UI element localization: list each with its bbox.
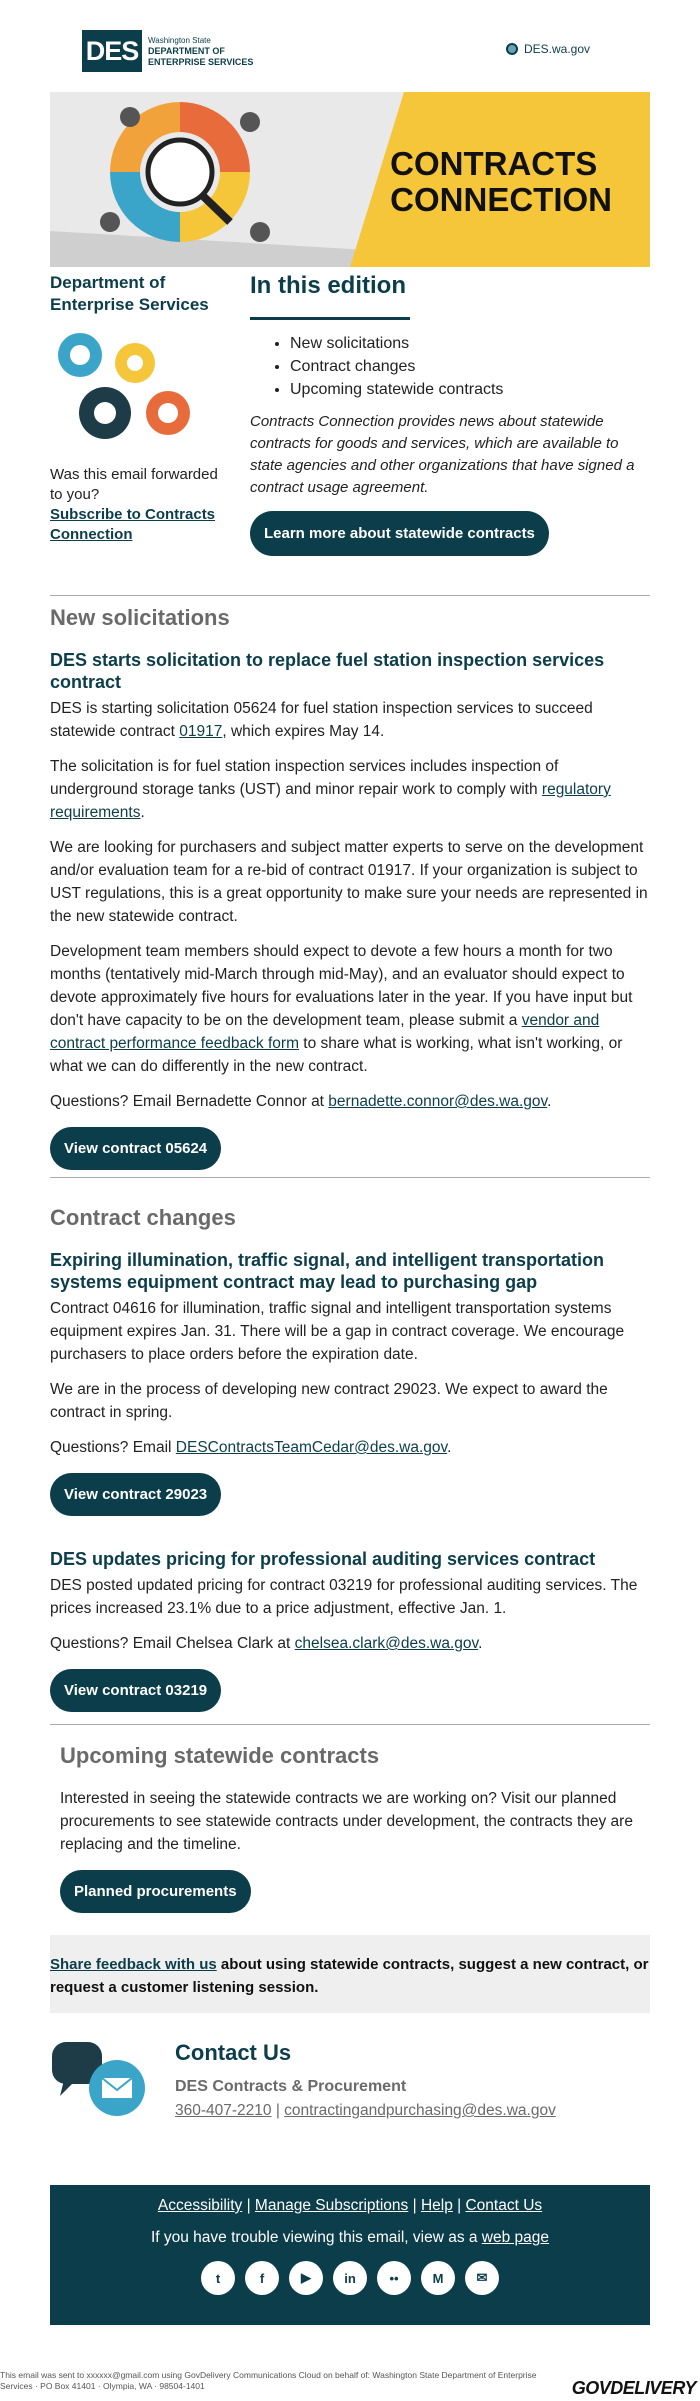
edition-heading: In this edition xyxy=(250,272,406,299)
web-page-link[interactable]: web page xyxy=(481,2229,550,2246)
article-paragraph: DES posted updated pricing for contract 03219 for professional auditing services. The prices increased 23.1% due to a price adjustment, effective Jan. 1. xyxy=(50,1577,638,1617)
edition-intro: Contracts Connection provides news about statewide contracts for goods and services, which are available to state agencies and other organizations that have signed a contract usage agreement. xyxy=(250,413,635,496)
article-paragraph: We are in the process of developing new contract 29023. We expect to award the contract in spring. xyxy=(50,1381,608,1421)
forward-text: Was this email forwarded to you? xyxy=(50,466,218,503)
new-solicitations-section xyxy=(50,605,650,1170)
contact-org: DES Contracts & Procurement xyxy=(175,2078,407,2095)
logo-dept-line2: ENTERPRISE SERVICES xyxy=(148,57,254,67)
list-item: • Contract changes xyxy=(290,355,650,378)
person-icon xyxy=(120,107,140,127)
text: . xyxy=(478,1635,483,1652)
email-link[interactable]: DESContractsTeamCedar@des.wa.gov xyxy=(175,1439,448,1456)
article-title: DES updates pricing for professional auditing services contract xyxy=(50,1549,596,1569)
text: Questions? Email Chelsea Clark at xyxy=(50,1635,295,1652)
accessibility-link[interactable]: Accessibility xyxy=(157,2197,243,2214)
divider xyxy=(50,595,650,596)
text: . xyxy=(140,804,145,821)
youtube-icon[interactable]: ▶ xyxy=(289,2261,323,2295)
text: If you have trouble viewing this email, view as a xyxy=(150,2229,482,2246)
email-icon[interactable]: ✉ xyxy=(465,2261,499,2295)
person-icon xyxy=(240,112,260,132)
text: to share what is working, what isn't working, or what we can do differently in the new contract. xyxy=(50,1035,623,1075)
logo-dept-line1: DEPARTMENT OF xyxy=(148,46,225,56)
view-contract-03219-button[interactable]: View contract 03219 xyxy=(50,1669,221,1712)
feedback-form-link[interactable]: vendor and contract performance feedback form xyxy=(50,1012,600,1052)
footer-links xyxy=(50,2197,650,2215)
contract-changes-section xyxy=(50,1205,650,1712)
medium-icon[interactable]: M xyxy=(421,2261,455,2295)
list-item: • New solicitations xyxy=(290,332,650,355)
contact-us-link[interactable]: Contact Us xyxy=(465,2197,543,2214)
email-link[interactable]: chelsea.clark@des.wa.gov xyxy=(294,1635,479,1652)
view-contract-05624-button[interactable]: View contract 05624 xyxy=(50,1127,221,1170)
contact-details xyxy=(175,2040,556,2120)
contracts-connection-banner xyxy=(50,92,650,267)
person-icon xyxy=(100,212,120,232)
article-paragraph xyxy=(50,697,650,743)
facebook-icon[interactable]: f xyxy=(245,2261,279,2295)
text: DES is starting solicitation 05624 for fuel station inspection services to succeed statewide contract xyxy=(50,700,593,740)
phone-link[interactable]: 360-407-2210 xyxy=(175,2102,272,2119)
in-this-edition xyxy=(250,272,650,556)
article-paragraph xyxy=(50,940,650,1078)
heading-rule xyxy=(250,317,410,320)
fine-print: This email was sent to xxxxxx@gmail.com using GovDelivery Communications Cloud on behalf of: Washington State Department of Enterprise Services · PO Box 41401 · Olympia, WA · 98504-1401 xyxy=(0,2370,537,2391)
text: Questions? Email xyxy=(50,1439,176,1456)
des-logo-text xyxy=(148,36,253,68)
learn-more-button[interactable]: Learn more about statewide contracts xyxy=(250,511,549,556)
article-title: DES starts solicitation to replace fuel station inspection services contract xyxy=(50,650,605,692)
contact-us xyxy=(50,2040,650,2150)
contact-email-link[interactable]: contractingandpurchasing@des.wa.gov xyxy=(284,2102,556,2119)
upcoming-section xyxy=(60,1743,640,1913)
divider xyxy=(50,1177,650,1178)
view-contract-29023-button[interactable]: View contract 29023 xyxy=(50,1473,221,1516)
questions-line xyxy=(50,1090,650,1113)
twitter-icon[interactable]: t xyxy=(201,2261,235,2295)
text: . xyxy=(547,1093,552,1110)
article-title: Expiring illumination, traffic signal, and intelligent transportation systems equipment contract may lead to purchasing gap xyxy=(50,1250,605,1292)
article-paragraph: Contract 04616 for illumination, traffic signal and intelligent transportation systems equipment expires Jan. 31. There will be a gap in contract coverage. We encourage purchasers to place orders before the expiration date. xyxy=(50,1300,625,1363)
regulatory-requirements-link[interactable]: regulatory requirements xyxy=(50,781,611,821)
text: The solicitation is for fuel station inspection services includes inspection of underground storage tanks (UST) and minor repair work to comply with xyxy=(50,758,559,798)
questions-line xyxy=(50,1632,650,1655)
text: about using statewide contracts, suggest a new contract, or request a customer listening session. xyxy=(50,1956,649,1996)
text: | xyxy=(271,2102,285,2119)
linkedin-icon[interactable]: in xyxy=(333,2261,367,2295)
flickr-icon[interactable]: •• xyxy=(377,2261,411,2295)
section-heading: Contract changes xyxy=(50,1205,236,1230)
banner-illustration xyxy=(70,92,370,267)
upcoming-text: Interested in seeing the statewide contracts we are working on? Visit our planned procurements to see statewide contracts under development, the contracts they are replacing and the timeline. xyxy=(60,1790,633,1853)
forward-notice xyxy=(50,465,230,545)
subscribe-link[interactable]: Subscribe to Contracts Connection xyxy=(50,506,216,543)
gears-icon xyxy=(50,325,210,455)
email-link[interactable]: bernadette.connor@des.wa.gov xyxy=(328,1093,548,1110)
share-feedback-link[interactable]: Share feedback with us xyxy=(50,1956,217,1973)
text: | xyxy=(408,2197,421,2214)
site-link-label[interactable]: DES.wa.gov xyxy=(523,42,590,56)
magnifier-icon xyxy=(148,140,212,204)
text: . xyxy=(447,1439,452,1456)
globe-icon xyxy=(506,43,518,55)
text: Development team members should expect to devote a few hours a month for two months (tentatively mid-March through mid-May), and an evaluator should expect to devote approximately five hours for evaluations later in the year. If you have input but don't have capacity to be on the development team, please submit a xyxy=(50,943,633,1029)
questions-line xyxy=(50,1436,650,1459)
article-paragraph xyxy=(50,755,650,824)
email-footer xyxy=(50,2185,650,2325)
divider xyxy=(50,1724,650,1725)
department-name: Department of Enterprise Services xyxy=(50,273,209,314)
chat-bubbles-icon xyxy=(50,2040,160,2120)
des-logo[interactable]: DES xyxy=(82,30,142,72)
edition-list xyxy=(250,332,650,401)
list-item: • Upcoming statewide contracts xyxy=(290,378,650,401)
text: | xyxy=(242,2197,255,2214)
site-link[interactable] xyxy=(506,42,590,56)
contract-01917-link[interactable]: 01917 xyxy=(179,723,223,740)
planned-procurements-button[interactable]: Planned procurements xyxy=(60,1870,251,1913)
article-paragraph: We are looking for purchasers and subject matter experts to serve on the development and/or evaluation team for a re-bid of contract 01917. If your organization is subject to UST regulations, this is a great opportunity to make sure your needs are represented in the new statewide contract. xyxy=(50,839,648,925)
feedback-text xyxy=(50,1935,650,2017)
banner-title-line1: CONTRACTS xyxy=(390,145,598,182)
contact-heading: Contact Us xyxy=(175,2040,292,2065)
text: Questions? Email Bernadette Connor at xyxy=(50,1093,329,1110)
govdelivery-logo[interactable]: GOVDELIVERY xyxy=(571,2378,696,2398)
person-icon xyxy=(250,222,270,242)
section-heading: New solicitations xyxy=(50,605,230,630)
help-link[interactable]: Help xyxy=(420,2197,453,2214)
email-header xyxy=(50,0,650,92)
text: | xyxy=(452,2197,466,2214)
feedback-box xyxy=(50,1935,650,2013)
section-heading: Upcoming statewide contracts xyxy=(60,1743,380,1768)
text: , which expires May 14. xyxy=(222,723,385,740)
contact-line xyxy=(175,2102,556,2120)
social-icons xyxy=(50,2261,650,2295)
banner-title-line2: CONNECTION xyxy=(390,181,612,218)
manage-subscriptions-link[interactable]: Manage Subscriptions xyxy=(254,2197,409,2214)
view-web-line xyxy=(50,2229,650,2247)
logo-state: Washington State xyxy=(148,36,211,45)
banner-title xyxy=(390,146,612,218)
